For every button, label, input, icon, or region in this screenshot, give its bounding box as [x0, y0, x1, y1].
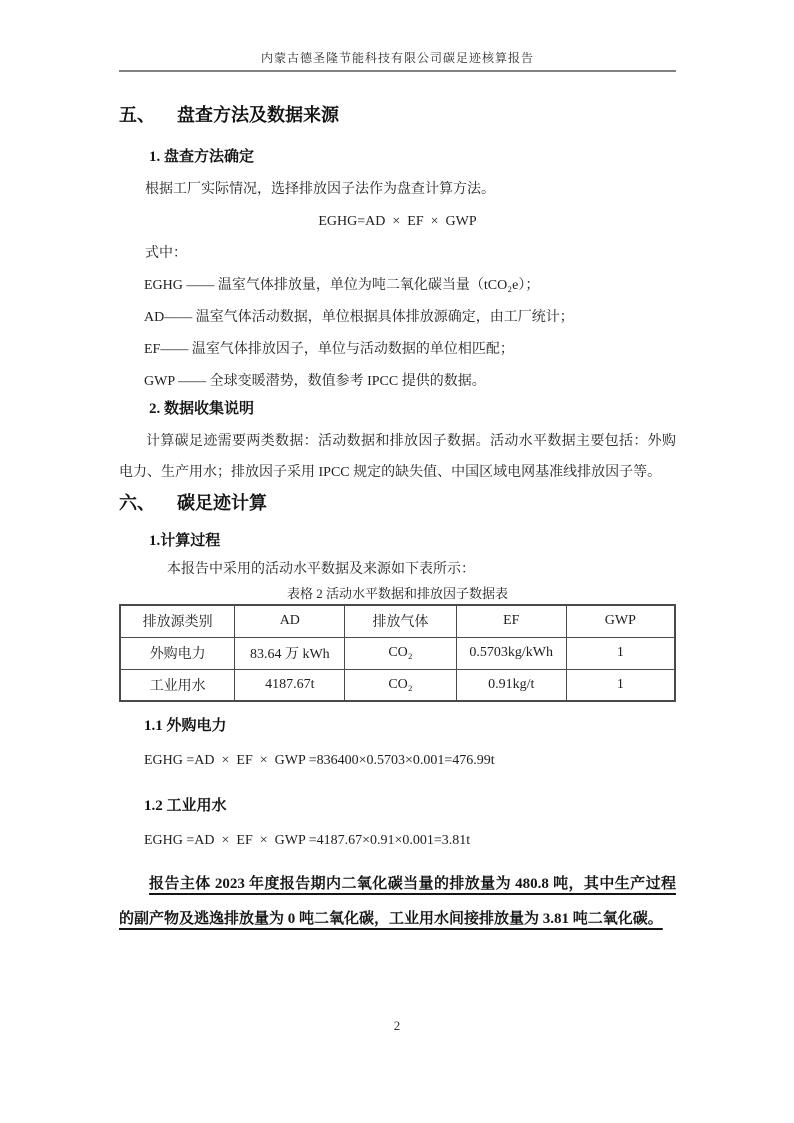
table-cell: 1: [566, 669, 675, 701]
table-cell: 4187.67t: [235, 669, 345, 701]
definition-eghg: EGHG —— 温室气体排放量，单位为吨二氧化碳当量（tCO₂e）；: [144, 278, 540, 293]
conclusion-paragraph: 报告主体 2023 年度报告期内二氧化碳当量的排放量为 480.8 吨，其中生产过程的副产物及逃逸排放量为 0 吨二氧化碳，工业用水间接排放量为 3.81 吨二氧化碳。: [119, 876, 676, 927]
table-row-water: [120, 669, 675, 701]
page-header: [119, 46, 676, 72]
subsection-data-collection-heading: 2. 数据收集说明: [149, 401, 255, 417]
table-caption: 表格 2 活动水平数据和排放因子数据表: [286, 586, 508, 601]
table-header-ad: AD: [235, 605, 345, 637]
data-collection-paragraph: 计算碳足迹需要两类数据：活动数据和排放因子数据。活动水平数据主要包括：外购电力、生产用水；排放因子采用 IPCC 规定的缺失值、中国区域电网基准线排放因子等。: [119, 434, 676, 480]
table-cell: 工业用水: [120, 669, 235, 701]
section-5-heading: [119, 102, 676, 128]
section-5-title: 盘查方法及数据来源: [177, 105, 339, 125]
table-header-ef: EF: [456, 605, 566, 637]
table-header-gas: 排放气体: [345, 605, 457, 637]
activity-data-table: [119, 604, 676, 702]
page-footer: [0, 1018, 794, 1034]
table-cell: CO₂: [345, 669, 457, 701]
table-header-row: [120, 605, 675, 637]
table-cell: 0.5703kg/kWh: [456, 637, 566, 669]
header-title: 内蒙古德圣隆节能科技有限公司碳足迹核算报告: [260, 51, 534, 65]
table-cell: 83.64 万 kWh: [235, 637, 345, 669]
section-5-number: 五、: [119, 105, 155, 125]
section-6-number: 六、: [119, 493, 155, 513]
term-definitions: [119, 270, 676, 398]
definition-ef: EF—— 温室气体排放因子，单位与活动数据的单位相匹配；: [144, 342, 514, 357]
subsection-method-heading: 1. 盘查方法确定: [149, 149, 255, 165]
definition-ad: AD—— 温室气体活动数据，单位根据具体排放源确定，由工厂统计；: [144, 310, 574, 325]
ghg-formula: EGHG=AD × EF × GWP: [318, 214, 477, 229]
table-header-source: 排放源类别: [120, 605, 235, 637]
table-intro-paragraph: 本报告中采用的活动水平数据及来源如下表所示：: [167, 562, 475, 577]
table-row-electricity: [120, 637, 675, 669]
table-cell: 1: [566, 637, 675, 669]
calc-water-heading: 1.2 工业用水: [144, 798, 227, 814]
section-6-title: 碳足迹计算: [177, 493, 267, 513]
table-header-gwp: GWP: [566, 605, 675, 637]
section-6-heading: [119, 490, 676, 516]
table-cell: CO₂: [345, 637, 457, 669]
calc-electricity-formula: EGHG =AD × EF × GWP =836400×0.5703×0.001=476.99t: [144, 753, 495, 768]
table-cell: 外购电力: [120, 637, 235, 669]
page-number: 2: [393, 1018, 401, 1033]
method-intro-paragraph: 根据工厂实际情况，选择排放因子法作为盘查计算方法。: [145, 182, 495, 197]
definition-gwp: GWP —— 全球变暖潜势，数值参考 IPCC 提供的数据。: [144, 374, 486, 389]
calc-water-formula: EGHG =AD × EF × GWP =4187.67×0.91×0.001=3.81t: [144, 833, 471, 848]
table-cell: 0.91kg/t: [456, 669, 566, 701]
calc-electricity-heading: 1.1 外购电力: [144, 718, 227, 734]
formula-where-label: 式中：: [145, 246, 187, 261]
calc-process-heading: 1.计算过程: [149, 533, 221, 549]
